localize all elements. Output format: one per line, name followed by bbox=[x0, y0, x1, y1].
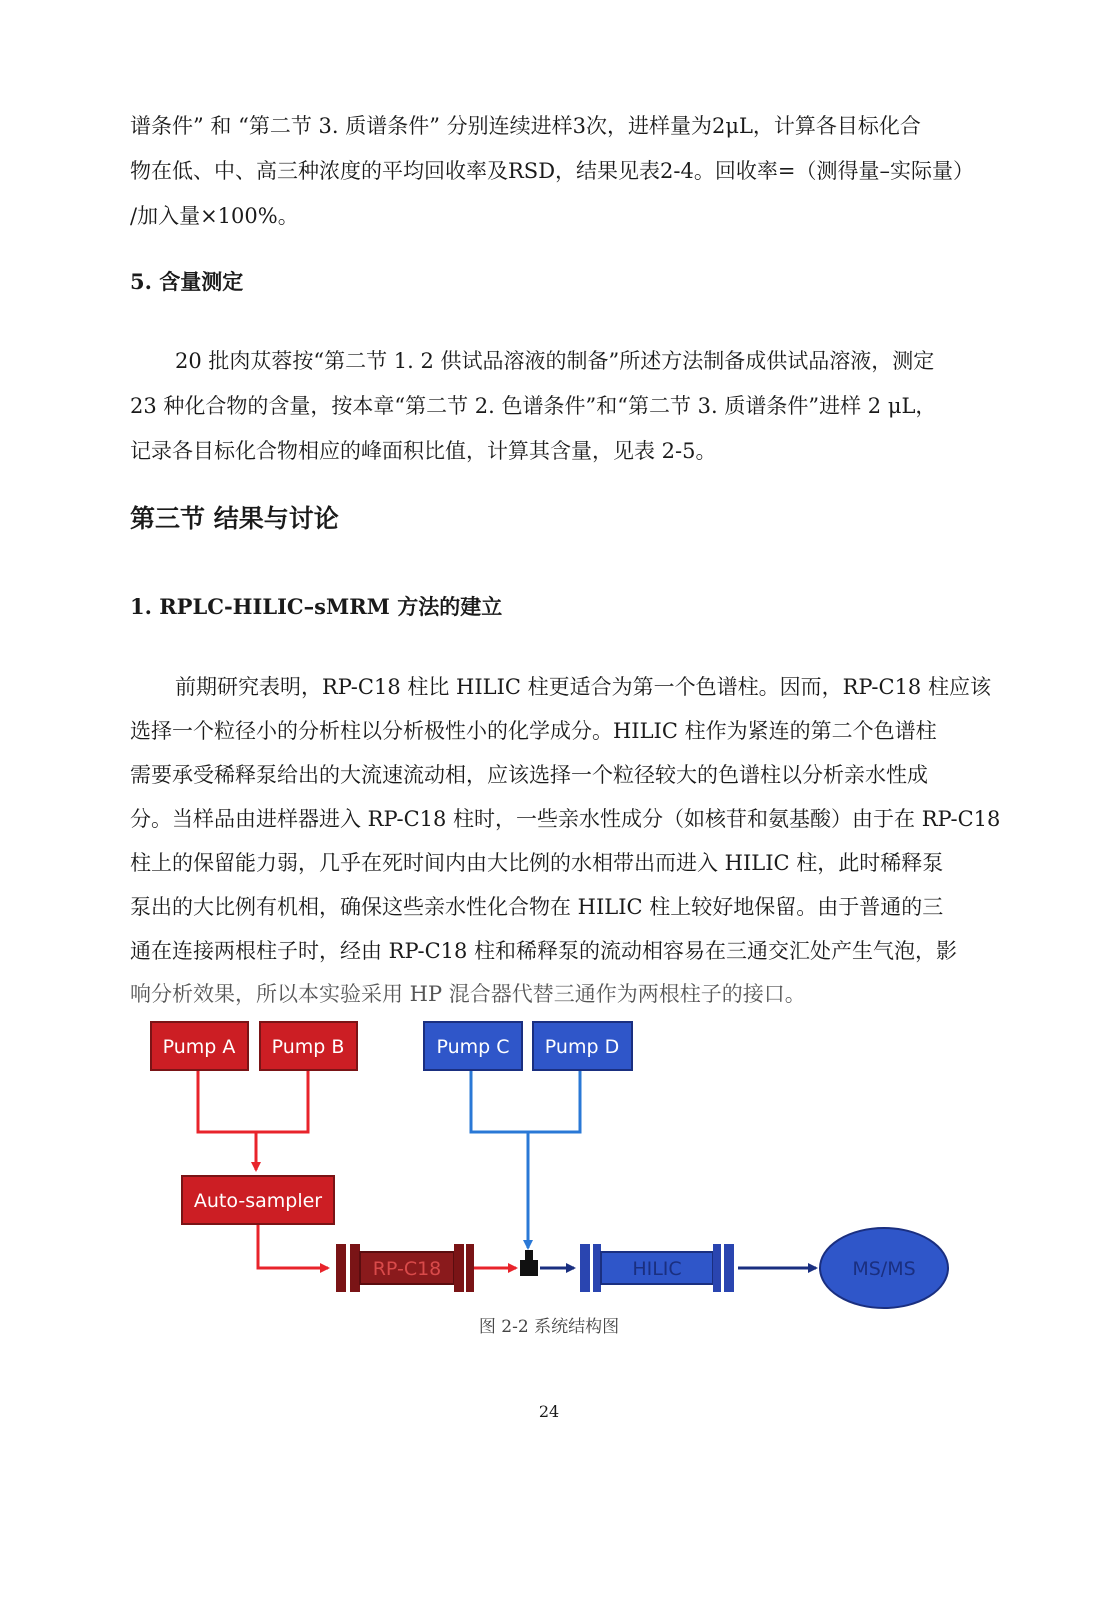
paragraph-line: 23 种化合物的含量，按本章“第二节 2. 色谱条件”和“第二节 3. 质谱条件”进样 2 μL， bbox=[130, 394, 937, 418]
paragraph-line: 柱上的保留能力弱，几乎在死时间内由大比例的水相带出而进入 HILIC 柱，此时稀释泵 bbox=[130, 851, 944, 875]
autosampler-box bbox=[182, 1176, 334, 1224]
paragraph-line: 前期研究表明，RP-C18 柱比 HILIC 柱更适合为第一个色谱柱。因而，RP-C18 柱应该 bbox=[175, 675, 991, 699]
rp-c18-label: RP-C18 bbox=[372, 1258, 442, 1280]
page-number: 24 bbox=[538, 1402, 560, 1421]
pump-b-label: Pump B bbox=[271, 1036, 345, 1058]
paragraph-line: 谱条件” 和 “第二节 3. 质谱条件” 分别连续进样3次，进样量为2μL，计算各目标化合 bbox=[130, 114, 921, 138]
ms-ms-detector bbox=[820, 1228, 948, 1308]
pump-a-label: Pump A bbox=[162, 1036, 236, 1058]
blue-flow-lines bbox=[471, 1070, 580, 1248]
paragraph-line: 通在连接两根柱子时，经由 RP-C18 柱和稀释泵的流动相容易在三通交汇处产生气泡，影 bbox=[130, 939, 958, 963]
pump-b-box bbox=[260, 1022, 357, 1070]
paragraph-line: 选择一个粒径小的分析柱以分析极性小的化学成分。HILIC 柱作为紧连的第二个色谱柱 bbox=[130, 719, 937, 743]
pump-d-box bbox=[533, 1022, 632, 1070]
paragraph-line: 响分析效果，所以本实验采用 HP 混合器代替三通作为两根柱子的接口。 bbox=[130, 982, 806, 1006]
paragraph-line: 需要承受稀释泵给出的大流速流动相，应该选择一个粒径较大的色谱柱以分析亲水性成 bbox=[130, 763, 928, 787]
paragraph-line: 物在低、中、高三种浓度的平均回收率及RSD，结果见表2-4。回收率=（测得量–实际量） bbox=[130, 159, 974, 183]
hilic-label: HILIC bbox=[632, 1258, 682, 1280]
autosampler-label: Auto-sampler bbox=[193, 1190, 323, 1212]
hilic-column bbox=[580, 1244, 734, 1292]
subsection-heading: 1. RPLC-HILIC–sMRM 方法的建立 bbox=[130, 594, 503, 619]
paragraph-line: 分。当样品由进样器进入 RP-C18 柱时，一些亲水性成分（如核苷和氨基酸）由于在 RP-C18 bbox=[130, 807, 1001, 831]
figure-caption: 图 2-2 系统结构图 bbox=[478, 1317, 620, 1337]
pump-c-label: Pump C bbox=[436, 1036, 510, 1058]
rp-c18-column bbox=[336, 1244, 474, 1292]
pump-c-box bbox=[424, 1022, 522, 1070]
paragraph-line: 20 批肉苁蓉按“第二节 1. 2 供试品溶液的制备”所述方法制备成供试品溶液，测定 bbox=[175, 349, 935, 373]
pump-d-label: Pump D bbox=[544, 1036, 620, 1058]
ms-ms-label: MS/MS bbox=[852, 1258, 916, 1280]
section-title: 第三节 结果与讨论 bbox=[130, 504, 339, 533]
pump-a-box bbox=[151, 1022, 248, 1070]
hp-mixer-junction bbox=[520, 1250, 538, 1276]
paragraph-line: 泵出的大比例有机相，确保这些亲水性化合物在 HILIC 柱上较好地保留。由于普通的三 bbox=[130, 895, 944, 919]
paragraph-line: 记录各目标化合物相应的峰面积比值，计算其含量，见表 2-5。 bbox=[130, 439, 717, 463]
section-heading-5: 5. 含量测定 bbox=[130, 269, 244, 294]
red-flow-lines bbox=[198, 1070, 516, 1268]
paragraph-line: /加入量×100%。 bbox=[130, 204, 299, 228]
system-structure-diagram bbox=[140, 1010, 970, 1320]
